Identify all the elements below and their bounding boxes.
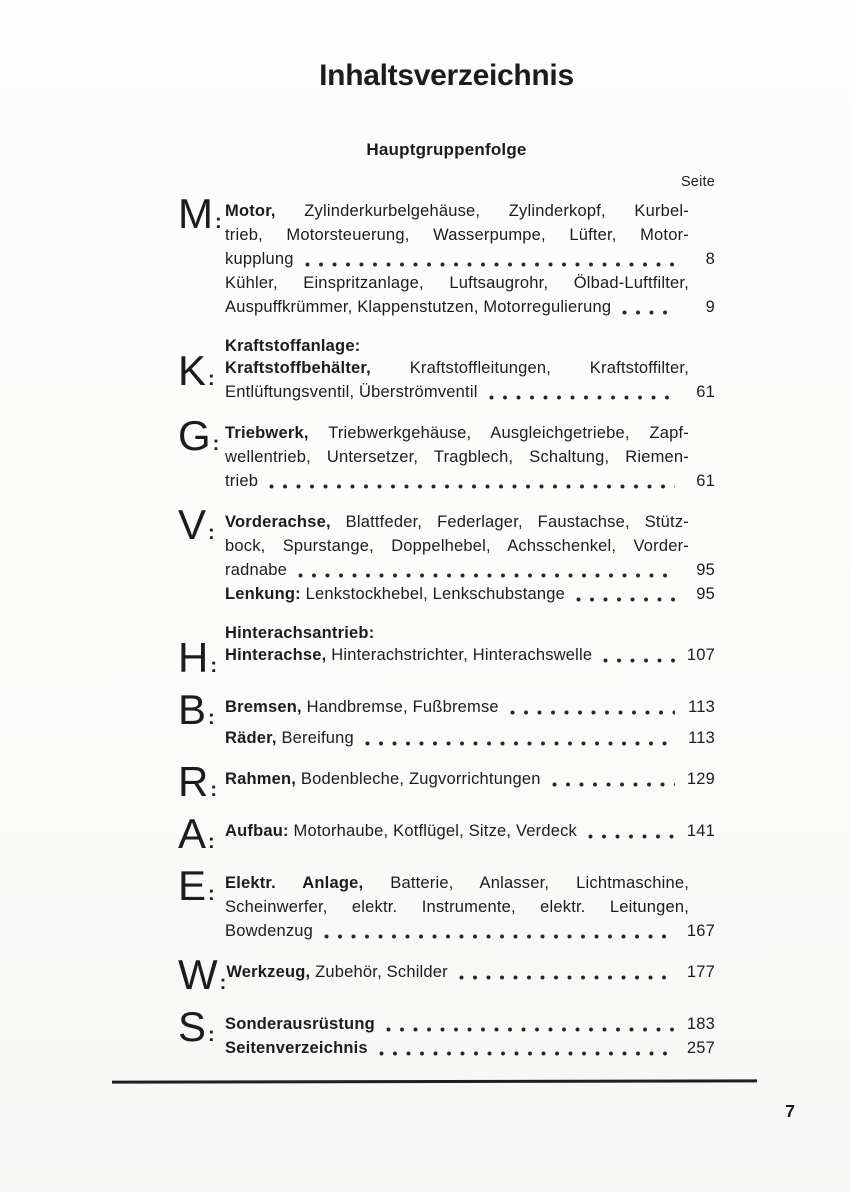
toc-text: Bowdenzug bbox=[225, 922, 314, 940]
toc-text: Kühler, Einspritzanlage, Luftsaugrohr, Ölbad-Luftfilter, bbox=[225, 274, 689, 292]
dot-leader bbox=[509, 709, 675, 716]
section-letter-colon: : bbox=[208, 368, 215, 390]
toc-line bbox=[225, 534, 715, 558]
toc-text: Bereifung bbox=[276, 729, 354, 747]
toc-keyword: Lenkung: bbox=[225, 585, 301, 603]
section-text bbox=[225, 1012, 715, 1060]
toc-text: Zubehör, Schilder bbox=[310, 963, 448, 981]
section-letter-colon: : bbox=[210, 779, 218, 801]
dot-leader bbox=[364, 740, 675, 747]
toc-keyword: Kraftstoffbehälter, bbox=[225, 359, 371, 377]
toc-section-e bbox=[178, 862, 715, 943]
toc-entry-label bbox=[225, 247, 294, 271]
toc-keyword: Vorderachse, bbox=[225, 513, 331, 531]
section-letter-colon: : bbox=[208, 707, 215, 729]
section-letter-colon: : bbox=[219, 972, 227, 994]
page-ref: 177 bbox=[686, 963, 715, 981]
toc-text: Zylinderkurbelgehäuse, Zylinderkopf, Kurbel- bbox=[275, 202, 689, 220]
toc-keyword: Seitenverzeichnis bbox=[225, 1039, 368, 1057]
toc-line bbox=[225, 271, 715, 295]
page-ref: 61 bbox=[696, 472, 715, 490]
toc-text: Batterie, Anlasser, Lichtmaschine, bbox=[363, 874, 689, 892]
toc-line bbox=[225, 623, 715, 643]
section-text bbox=[225, 819, 715, 854]
toc-text: trieb, Motorsteuerung, Wasserpumpe, Lüfter, Motor- bbox=[225, 226, 689, 244]
toc-keyword: Bremsen, bbox=[225, 698, 302, 716]
section-letter bbox=[178, 412, 225, 493]
toc-entry-label bbox=[225, 469, 258, 493]
section-letter-glyph: A bbox=[178, 810, 207, 857]
page-column-header: Seite bbox=[680, 174, 715, 190]
toc-text: Kraftstoffleitungen, Kraftstoffilter, bbox=[370, 359, 689, 377]
toc-entry-label bbox=[226, 960, 448, 984]
toc-section-h bbox=[178, 623, 715, 681]
section-letter bbox=[178, 190, 225, 319]
toc-line bbox=[225, 1012, 715, 1036]
page-number: 7 bbox=[785, 1101, 795, 1121]
toc-entry-label bbox=[225, 643, 592, 667]
toc-text: wellentrieb, Untersetzer, Tragblech, Schaltung, Riemen- bbox=[225, 448, 689, 466]
section-text bbox=[225, 623, 715, 678]
toc-text: Hinterachstrichter, Hinterachswelle bbox=[326, 646, 593, 664]
toc-text: Blattfeder, Federlager, Faustachse, Stütz- bbox=[330, 513, 689, 531]
toc-line bbox=[225, 695, 715, 719]
toc-line bbox=[225, 510, 715, 534]
page-ref: 141 bbox=[686, 822, 715, 840]
section-letter-glyph: M bbox=[178, 190, 213, 237]
dot-leader bbox=[378, 1050, 675, 1057]
page-ref: 95 bbox=[696, 561, 715, 579]
section-letter bbox=[178, 951, 227, 998]
toc-section-b bbox=[178, 686, 715, 750]
toc-entry-label bbox=[225, 295, 611, 319]
toc-line bbox=[225, 582, 715, 606]
section-letter bbox=[178, 501, 225, 606]
toc-section-r bbox=[178, 758, 715, 805]
toc-list bbox=[178, 190, 715, 1060]
section-letter-colon: : bbox=[208, 1024, 215, 1046]
toc-text: Entlüftungsventil, Überströmventil bbox=[225, 383, 478, 401]
toc-keyword: Rahmen, bbox=[225, 770, 297, 788]
dot-leader bbox=[323, 933, 675, 940]
section-letter-glyph: R bbox=[178, 758, 209, 805]
toc-line bbox=[225, 919, 715, 943]
dot-leader bbox=[268, 483, 675, 490]
page-ref: 9 bbox=[705, 298, 715, 316]
toc-section-a bbox=[178, 810, 715, 857]
toc-line bbox=[225, 469, 715, 493]
dot-leader bbox=[297, 572, 675, 579]
dot-leader bbox=[575, 596, 675, 603]
toc-text: kupplung bbox=[225, 250, 294, 268]
page-ref: 167 bbox=[686, 922, 715, 940]
toc-line bbox=[225, 895, 715, 919]
toc-entry-label bbox=[225, 1036, 368, 1060]
toc-keyword: Triebwerk, bbox=[225, 424, 309, 442]
page-ref: 95 bbox=[696, 585, 715, 603]
section-letter bbox=[178, 623, 225, 681]
section-letter-glyph: B bbox=[178, 686, 207, 733]
section-letter-colon: : bbox=[210, 655, 218, 677]
toc-entry-label bbox=[225, 582, 565, 606]
section-letter bbox=[178, 758, 225, 805]
toc-text: radnabe bbox=[225, 561, 287, 579]
section-letter-glyph: G bbox=[178, 412, 211, 459]
section-text bbox=[225, 510, 715, 606]
toc-text: Bodenbleche, Zugvorrichtungen bbox=[296, 770, 541, 788]
toc-text: Lenkstockhebel, Lenkschubstange bbox=[300, 585, 566, 603]
toc-line bbox=[225, 380, 715, 404]
section-text bbox=[225, 871, 715, 943]
toc-entry-label bbox=[225, 1012, 375, 1036]
page-ref: 113 bbox=[688, 729, 715, 747]
section-letter-glyph: S bbox=[178, 1003, 207, 1050]
section-letter-glyph: V bbox=[178, 501, 207, 548]
toc-line bbox=[225, 643, 715, 667]
toc-keyword: Aufbau: bbox=[225, 822, 289, 840]
toc-line bbox=[225, 819, 715, 843]
section-text bbox=[225, 336, 715, 404]
dot-leader bbox=[458, 974, 675, 981]
section-letter-glyph: K bbox=[178, 347, 207, 394]
page-ref: 8 bbox=[705, 250, 715, 268]
toc-keyword: Elektr. Anlage, bbox=[225, 874, 364, 892]
section-letter bbox=[178, 1003, 225, 1060]
toc-line bbox=[225, 336, 715, 356]
toc-text: bock, Spurstange, Doppelhebel, Achsschenkel, Vorder- bbox=[225, 537, 689, 555]
section-letter bbox=[178, 686, 225, 750]
section-text bbox=[225, 421, 715, 493]
toc-line bbox=[225, 445, 715, 469]
dot-leader bbox=[488, 394, 675, 401]
toc-section-s bbox=[178, 1003, 715, 1060]
toc-line bbox=[225, 356, 715, 380]
toc-entry-label bbox=[225, 819, 577, 843]
page-ref: 113 bbox=[688, 698, 715, 716]
footer-rule bbox=[112, 1079, 757, 1083]
toc-line bbox=[225, 871, 715, 895]
section-text bbox=[225, 767, 715, 802]
toc-line bbox=[225, 767, 715, 791]
section-letter-glyph: W bbox=[178, 951, 218, 998]
dot-leader bbox=[304, 261, 675, 268]
section-letter-glyph: H bbox=[178, 634, 209, 681]
page-ref: 107 bbox=[686, 646, 715, 664]
toc-section-w bbox=[178, 951, 715, 998]
toc-text: Motorhaube, Kotflügel, Sitze, Verdeck bbox=[288, 822, 577, 840]
toc-keyword: Räder, bbox=[225, 729, 277, 747]
toc-section-v bbox=[178, 501, 715, 606]
toc-line bbox=[225, 199, 715, 223]
page-ref: 257 bbox=[686, 1039, 715, 1057]
toc-keyword: Hinterachsantrieb: bbox=[225, 624, 375, 642]
toc-line bbox=[225, 421, 715, 445]
section-letter bbox=[178, 862, 225, 943]
group-heading: Hauptgruppenfolge bbox=[366, 140, 527, 159]
section-letter-colon: : bbox=[215, 211, 222, 233]
toc-entry-label bbox=[225, 380, 478, 404]
toc-line bbox=[225, 558, 715, 582]
page-content bbox=[178, 58, 715, 1077]
toc-entry-label bbox=[225, 726, 354, 750]
toc-text: Auspuffkrümmer, Klappenstutzen, Motorregulierung bbox=[225, 298, 612, 316]
section-text bbox=[225, 695, 715, 750]
toc-section-g bbox=[178, 412, 715, 493]
section-letter-colon: : bbox=[212, 433, 220, 455]
dot-leader bbox=[621, 309, 675, 316]
page-ref: 129 bbox=[686, 770, 715, 788]
toc-keyword: Hinterachse, bbox=[225, 646, 327, 664]
section-letter-colon: : bbox=[208, 883, 215, 905]
dot-leader bbox=[551, 781, 675, 788]
section-letter-glyph: E bbox=[178, 862, 207, 909]
dot-leader bbox=[587, 833, 675, 840]
section-letter bbox=[178, 336, 225, 404]
toc-entry-label bbox=[225, 558, 287, 582]
toc-text: Triebwerkgehäuse, Ausgleichgetriebe, Zapf- bbox=[308, 424, 689, 442]
page-title: Inhaltsverzeichnis bbox=[319, 59, 574, 92]
toc-section-k bbox=[178, 336, 715, 404]
toc-keyword: Werkzeug, bbox=[226, 963, 311, 981]
toc-keyword: Sonderausrüstung bbox=[225, 1015, 375, 1033]
toc-entry-label bbox=[225, 695, 499, 719]
toc-keyword: Motor, bbox=[225, 202, 276, 220]
toc-text: trieb bbox=[225, 472, 259, 490]
section-text bbox=[226, 960, 715, 995]
toc-text: Handbremse, Fußbremse bbox=[301, 698, 499, 716]
toc-line bbox=[225, 223, 715, 247]
toc-text: Scheinwerfer, elektr. Instrumente, elektr. Leitungen, bbox=[225, 898, 689, 916]
section-letter bbox=[178, 810, 225, 857]
dot-leader bbox=[602, 657, 675, 664]
toc-section-m bbox=[178, 190, 715, 319]
section-letter-colon: : bbox=[208, 831, 215, 853]
page-ref: 61 bbox=[696, 383, 715, 401]
toc-line bbox=[226, 960, 715, 984]
toc-entry-label bbox=[225, 919, 313, 943]
section-letter-colon: : bbox=[208, 522, 215, 544]
toc-line bbox=[225, 1036, 715, 1060]
toc-line bbox=[225, 295, 715, 319]
toc-line bbox=[225, 247, 715, 271]
toc-line bbox=[225, 726, 715, 750]
page-ref: 183 bbox=[686, 1015, 715, 1033]
toc-entry-label bbox=[225, 767, 541, 791]
dot-leader bbox=[385, 1026, 675, 1033]
toc-keyword: Kraftstoffanlage: bbox=[225, 337, 361, 355]
section-text bbox=[225, 199, 715, 319]
